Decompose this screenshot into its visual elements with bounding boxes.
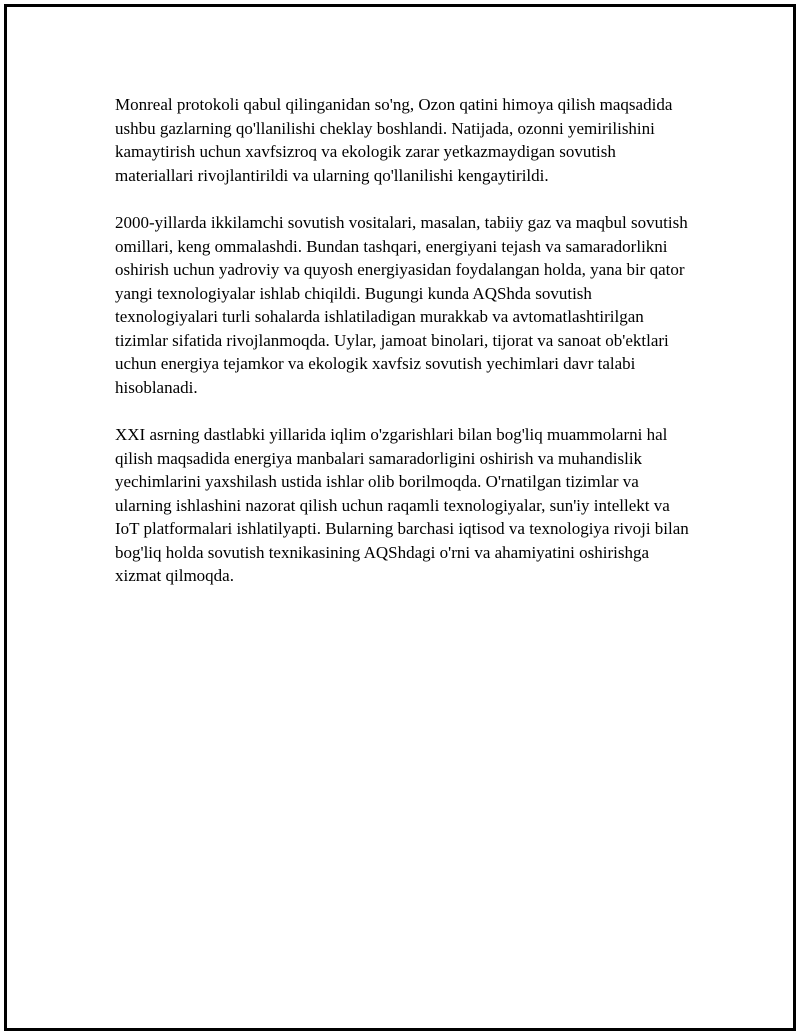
document-body [115, 93, 695, 612]
paragraph-1: Monreal protokoli qabul qilinganidan so'ng, Ozon qatini himoya qilish maqsadida ushbu gazlarning qo'llanilishi cheklay boshlandi. Natijada, ozonni yemirilishini kamaytirish uchun xavfsizroq va ekologik zarar yetkazmaydigan sovutish materiallari rivojlantirildi va ularning qo'llanilishi kengaytirildi. [115, 95, 673, 185]
paragraph-2: 2000-yillarda ikkilamchi sovutish vositalari, masalan, tabiiy gaz va maqbul sovutish omillari, keng ommalashdi. Bundan tashqari, energiyani tejash va samaradorlikni oshirish uchun yadroviy va quyosh energiyasidan foydalangan holda, yana bir qator yangi texnologiyalar ishlab chiqildi. Bugungi kunda AQShda sovutish texnologiyalari turli sohalarda ishlatiladigan murakkab va avtomatlashtirilgan tizimlar sifatida rivojlanmoqda. Uylar, jamoat binolari, tijorat va sanoat ob'ektlari uchun energiya tejamkor va ekologik xavfsiz sovutish yechimlari davr talabi hisoblanadi. [115, 213, 688, 397]
paragraph-3: XXI asrning dastlabki yillarida iqlim o'zgarishlari bilan bog'liq muammolarni hal qilish maqsadida energiya manbalari samaradorligini oshirish va muhandislik yechimlarini yaxshilash ustida ishlar olib borilmoqda. O'rnatilgan tizimlar va ularning ishlashini nazorat qilish uchun raqamli texnologiyalar, sun'iy intellekt va IoT platformalari ishlatilyapti. Bularning barchasi iqtisod va texnologiya rivoji bilan bog'liq holda sovutish texnikasining AQShdagi o'rni va ahamiyatini oshirishga xizmat qilmoqda. [115, 425, 689, 585]
